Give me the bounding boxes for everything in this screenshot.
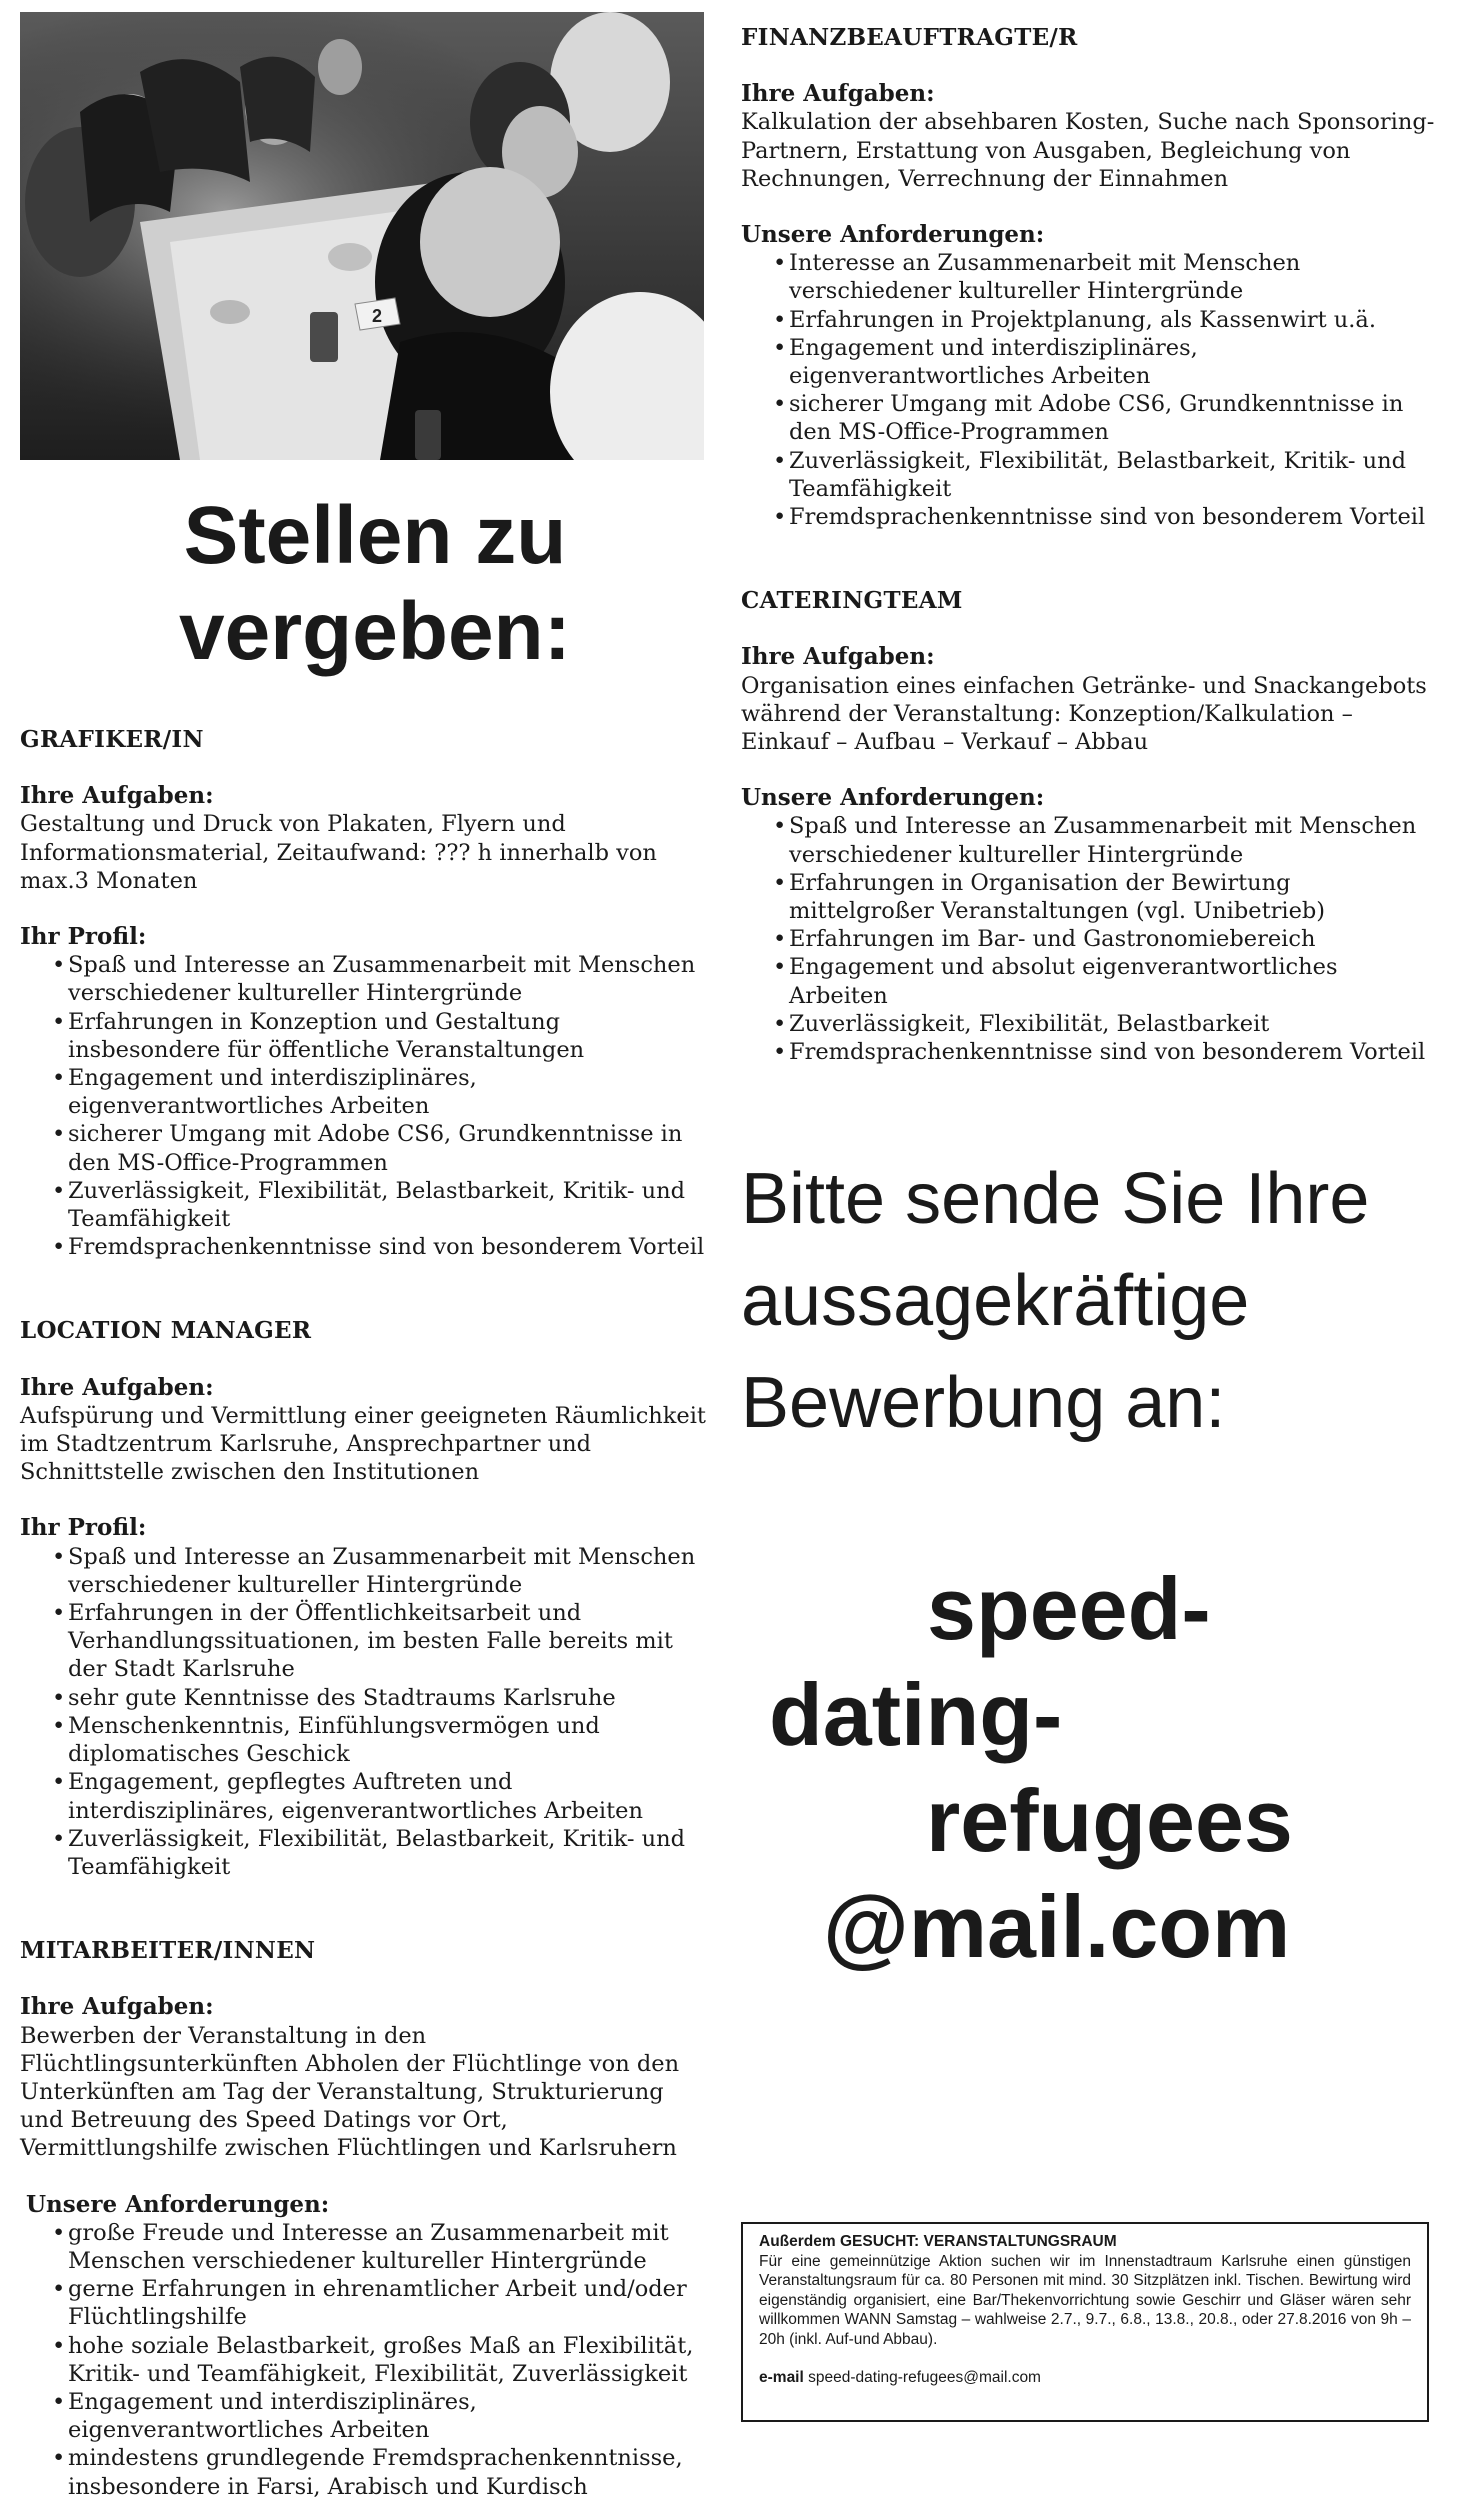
requirements-heading: Ihr Profil:: [20, 1514, 147, 1542]
cta-line: aussagekräftige: [741, 1261, 1250, 1342]
headline-line: vergeben:: [179, 586, 571, 677]
task-heading: Ihre Aufgaben:: [741, 643, 935, 671]
requirements-list: [20, 951, 710, 1261]
list-item: • Zuverlässigkeit, Flexibilität, Belastbarkeit, Kritik- und Teamfähigkeit: [773, 447, 1441, 503]
job-title: FINANZBEAUFTRAGTE/R: [741, 24, 1078, 51]
job-title: GRAFIKER/IN: [20, 726, 204, 753]
email-line: @mail.com: [823, 1877, 1291, 1977]
cta-line: Bewerbung an:: [741, 1363, 1226, 1444]
requirements-list: [20, 2219, 710, 2501]
list-item: • hohe soziale Belastbarkeit, großes Maß an Flexibilität, Kritik- und Teamfähigkeit, Flexibilität, Zuverlässigkeit: [52, 2332, 710, 2388]
list-item: • Erfahrungen in Projektplanung, als Kassenwirt u.ä.: [773, 306, 1441, 334]
job-section-grafiker: [20, 726, 710, 1261]
list-item: • Engagement, gepflegtes Auftreten und interdisziplinäres, eigenverantwortliches Arbeiten: [52, 1768, 710, 1824]
requirements-list: [20, 1543, 710, 1881]
task-heading: Ihre Aufgaben:: [20, 782, 214, 810]
requirements-heading: Unsere Anforderungen:: [26, 2190, 330, 2218]
job-section-location-manager: [20, 1317, 710, 1881]
list-item: • Zuverlässigkeit, Flexibilität, Belastbarkeit: [773, 1010, 1441, 1038]
list-item: • Spaß und Interesse an Zusammenarbeit mit Menschen verschiedener kultureller Hintergründe: [52, 1543, 710, 1599]
requirements-heading: Unsere Anforderungen:: [741, 784, 1045, 812]
list-item: • Erfahrungen in der Öffentlichkeitsarbeit und Verhandlungssituationen, im besten Falle bereits mit der Stadt Karlsruhe: [52, 1599, 710, 1684]
headline-line: Stellen zu: [183, 490, 567, 581]
job-section-catering: [741, 587, 1441, 1066]
job-section-finanz: [741, 24, 1441, 531]
list-item: • gerne Erfahrungen in ehrenamtlicher Arbeit und/oder Flüchtlingshilfe: [52, 2275, 710, 2331]
list-item: • Fremdsprachenkenntnisse sind von besonderem Vorteil: [52, 1233, 710, 1261]
task-text: Aufspürung und Vermittlung einer geeigneten Räumlichkeit im Stadtzentrum Karlsruhe, Ansprechpartner und Schnittstelle zwischen den Institutionen: [20, 1402, 706, 1486]
email-line: speed-: [927, 1559, 1211, 1659]
list-item: • Fremdsprachenkenntnisse sind von besonderem Vorteil: [773, 1038, 1441, 1066]
list-item: • Engagement und interdisziplinäres, eigenverantwortliches Arbeiten: [52, 2388, 710, 2444]
list-item: • Erfahrungen im Bar- und Gastronomiebereich: [773, 925, 1441, 953]
requirements-heading: Unsere Anforderungen:: [741, 221, 1045, 249]
email-address-large: [741, 1556, 1441, 1980]
task-text: Bewerben der Veranstaltung in den Flüchtlingsunterkünften Abholen der Flüchtlinge von den Unterkünften am Tag der Veranstaltung, Strukturierung und Betreuung des Speed Datings vor Ort, Vermittlungshilfe zwischen Flüchtlingen und Karlsruhern: [20, 2022, 680, 2162]
event-photo: [20, 12, 704, 460]
job-title: LOCATION MANAGER: [20, 1317, 312, 1345]
requirements-list: [741, 249, 1441, 531]
speed-dating-photo: [20, 12, 704, 460]
venue-notice-box: [741, 2222, 1429, 2422]
email-label: e-mail: [759, 2369, 804, 2386]
email-line: dating-: [769, 1665, 1063, 1765]
task-text: Organisation eines einfachen Getränke- und Snackangebots während der Veranstaltung: Konzeption/Kalkulation – Einkauf – Aufbau – Verkauf – Abbau: [741, 672, 1427, 756]
email-line: refugees: [926, 1771, 1293, 1871]
right-column: [741, 24, 1441, 1980]
list-item: • mindestens grundlegende Fremdsprachenkenntnisse, insbesondere in Farsi, Arabisch und Kurdisch: [52, 2444, 710, 2500]
task-text: Kalkulation der absehbaren Kosten, Suche nach Sponsoring-Partnern, Erstattung von Ausgaben, Begleichung von Rechnungen, Verrechnung der Einnahmen: [741, 109, 1435, 192]
requirements-heading: Ihr Profil:: [20, 923, 147, 951]
cta-line: Bitte sende Sie Ihre: [741, 1159, 1370, 1240]
list-item: • große Freude und Interesse an Zusammenarbeit mit Menschen verschiedener kultureller Hintergründe: [52, 2219, 710, 2275]
job-title: CATERINGTEAM: [741, 587, 963, 615]
task-text: Gestaltung und Druck von Plakaten, Flyern und Informationsmaterial, Zeitaufwand: ??? h innerhalb von max.3 Monaten: [20, 811, 657, 894]
table-number: 2: [372, 306, 383, 326]
list-item: • Zuverlässigkeit, Flexibilität, Belastbarkeit, Kritik- und Teamfähigkeit: [52, 1177, 710, 1233]
list-item: • Fremdsprachenkenntnisse sind von besonderem Vorteil: [773, 503, 1441, 531]
notice-text: Für eine gemeinnützige Aktion suchen wir im Innenstadtraum Karlsruhe einen günstigen Veranstaltungsraum für ca. 80 Personen mit mind. 30 Sitzplätzen inkl. Tischen. Bewirtung wird eigenständig organisiert, eine Bar/Thekenvorrichtung sowie Geschirr und Gläser wären sehr willkommen WANN Samstag – wahlweise 2.7., 9.7., 6.8., 13.8., 20.8., oder 27.8.2016 von 9h – 20h (inkl. Auf-und Abbau).: [759, 2252, 1411, 2348]
list-item: • Engagement und interdisziplinäres, eigenverantwortliches Arbeiten: [773, 334, 1441, 390]
task-heading: Ihre Aufgaben:: [741, 80, 935, 108]
list-item: • Erfahrungen in Konzeption und Gestaltung insbesondere für öffentliche Veranstaltungen: [52, 1008, 710, 1064]
requirements-list: [741, 812, 1441, 1066]
left-column: [20, 12, 710, 2501]
list-item: • Menschenkenntnis, Einfühlungsvermögen und diplomatisches Geschick: [52, 1712, 710, 1768]
list-item: • Spaß und Interesse an Zusammenarbeit mit Menschen verschiedener kultureller Hintergründe: [52, 951, 710, 1007]
email-link[interactable]: speed-dating-refugees@mail.com: [808, 2369, 1041, 2386]
task-heading: Ihre Aufgaben:: [20, 1993, 214, 2021]
job-title: MITARBEITER/INNEN: [20, 1937, 316, 1965]
headline: [20, 488, 710, 680]
list-item: • sehr gute Kenntnisse des Stadtraums Karlsruhe: [52, 1684, 710, 1712]
task-heading: Ihre Aufgaben:: [20, 1373, 214, 1401]
notice-email: [759, 2368, 1411, 2388]
list-item: • Erfahrungen in Organisation der Bewirtung mittelgroßer Veranstaltungen (vgl. Unibetrieb): [773, 869, 1441, 925]
list-item: • sicherer Umgang mit Adobe CS6, Grundkenntnisse in den MS-Office-Programmen: [773, 390, 1441, 446]
notice-heading: Außerdem GESUCHT: VERANSTALTUNGSRAUM: [759, 2233, 1117, 2250]
list-item: • Engagement und absolut eigenverantwortliches Arbeiten: [773, 953, 1441, 1009]
job-section-mitarbeiter: [20, 1937, 710, 2501]
call-to-action: [741, 1148, 1441, 1454]
list-item: • Spaß und Interesse an Zusammenarbeit mit Menschen verschiedener kultureller Hintergründe: [773, 812, 1441, 868]
list-item: • Interesse an Zusammenarbeit mit Menschen verschiedener kultureller Hintergründe: [773, 249, 1441, 305]
list-item: • Zuverlässigkeit, Flexibilität, Belastbarkeit, Kritik- und Teamfähigkeit: [52, 1825, 710, 1881]
list-item: • Engagement und interdisziplinäres, eigenverantwortliches Arbeiten: [52, 1064, 710, 1120]
list-item: • sicherer Umgang mit Adobe CS6, Grundkenntnisse in den MS-Office-Programmen: [52, 1120, 710, 1176]
